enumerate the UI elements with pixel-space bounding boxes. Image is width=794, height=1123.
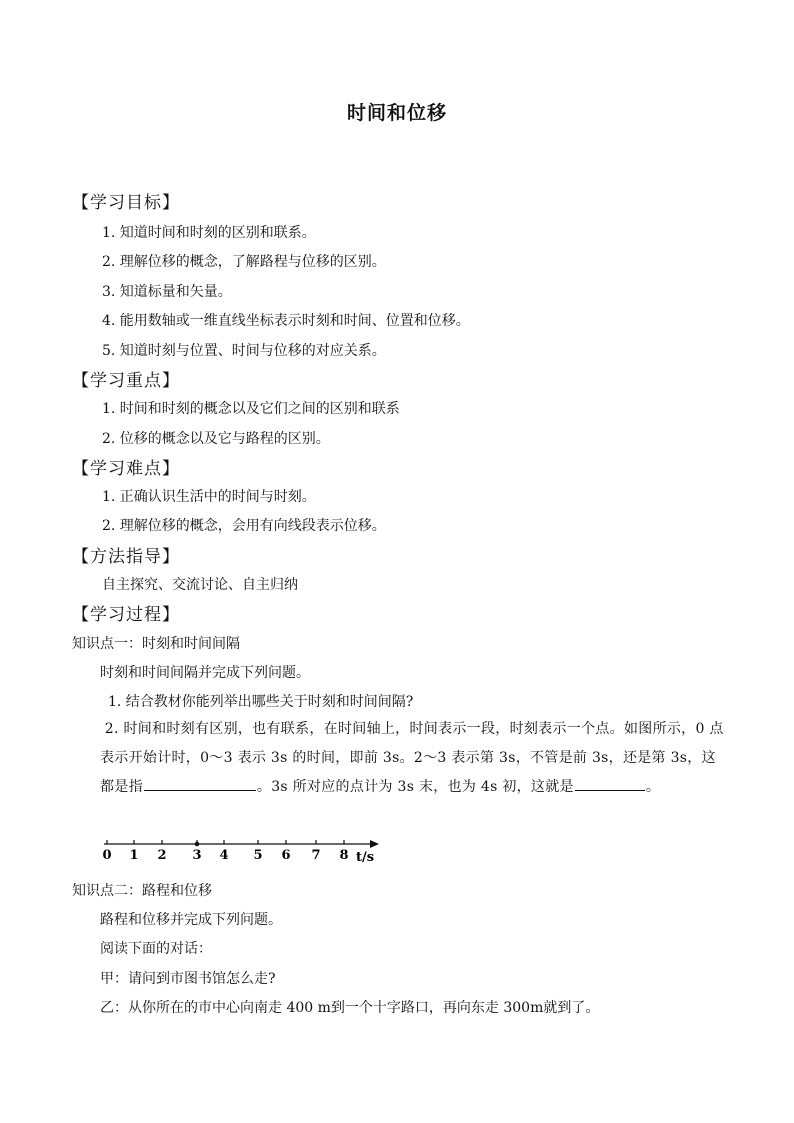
goal-item: 4. 能用数轴或一维直线坐标表示时刻和时间、位置和位移。 — [102, 313, 470, 329]
time-axis-tick-label: 4 — [219, 848, 229, 863]
knowledge-point-2-title: 知识点二：路程和位移 — [72, 883, 212, 899]
question-2-text-c: 。 — [645, 779, 661, 795]
difficulty-item: 2. 理解位移的概念，会用有向线段表示位移。 — [102, 518, 386, 534]
focus-item: 2. 位移的概念以及它与路程的区别。 — [102, 431, 330, 447]
time-axis-point-marker — [195, 842, 200, 847]
goal-item: 1. 知道时间和时刻的区别和联系。 — [102, 225, 316, 241]
read-dialogue-prompt: 阅读下面的对话： — [100, 941, 212, 957]
dialogue-yi: 乙：从你所在的市中心向南走 400 m到一个十字路口，再向东走 300m就到了。 — [100, 1000, 600, 1016]
time-axis-unit-label: t/s — [356, 850, 375, 865]
time-axis — [98, 835, 388, 867]
time-axis-tick-label: 6 — [281, 848, 291, 863]
goal-item: 2. 理解位移的概念，了解路程与位移的区别。 — [102, 254, 386, 270]
time-axis-tick-label: 2 — [157, 848, 167, 863]
difficulty-item: 1. 正确认识生活中的时间与时刻。 — [102, 489, 316, 505]
goals-heading: 【学习目标】 — [72, 193, 180, 213]
page-title: 时间和位移 — [346, 102, 447, 124]
time-axis-tick-label: 1 — [129, 848, 139, 863]
question-1: 1. 结合教材你能列举出哪些关于时刻和时间间隔? — [108, 694, 414, 710]
goal-item: 5. 知道时刻与位置、时间与位移的对应关系。 — [102, 343, 386, 359]
time-axis-tick-label: 7 — [311, 848, 321, 863]
knowledge-point-1-intro: 时刻和时间间隔并完成下列问题。 — [100, 665, 310, 681]
time-axis-arrow — [370, 840, 379, 848]
focus-item: 1. 时间和时刻的概念以及它们之间的区别和联系 — [102, 401, 400, 417]
process-heading: 【学习过程】 — [72, 605, 180, 625]
knowledge-point-1-title: 知识点一：时刻和时间间隔 — [72, 636, 240, 652]
knowledge-point-2-intro: 路程和位移并完成下列问题。 — [100, 912, 282, 928]
method-heading: 【方法指导】 — [72, 547, 180, 567]
answer-blank-2[interactable] — [575, 776, 645, 791]
focus-heading: 【学习重点】 — [72, 371, 180, 391]
method-text: 自主探究、交流讨论、自主归纳 — [102, 577, 298, 593]
goal-item: 3. 知道标量和矢量。 — [102, 284, 232, 300]
difficulty-heading: 【学习难点】 — [72, 459, 180, 479]
time-axis-tick-label: 3 — [192, 848, 202, 863]
dialogue-jia: 甲：请问到市图书馆怎么走? — [100, 971, 276, 987]
question-2-text-a: 2. 时间和时刻有区别，也有联系，在时间轴上，时间表示一段，时刻表示一个点。如图所示，0 点表示开始计时，0～3 表示 3s 的时间，即前 3s。2～3 表示第 3s，不管是前 3s，还是第 3s，这都是指 — [100, 721, 724, 795]
time-axis-tick-label: 0 — [102, 848, 112, 863]
time-axis-tick-label: 5 — [253, 848, 263, 863]
question-2 — [100, 715, 730, 802]
question-2-text-b: 。3s 所对应的点计为 3s 末，也为 4s 初，这就是 — [256, 779, 574, 795]
answer-blank-1[interactable] — [144, 776, 256, 791]
time-axis-tick-label: 8 — [339, 848, 349, 863]
